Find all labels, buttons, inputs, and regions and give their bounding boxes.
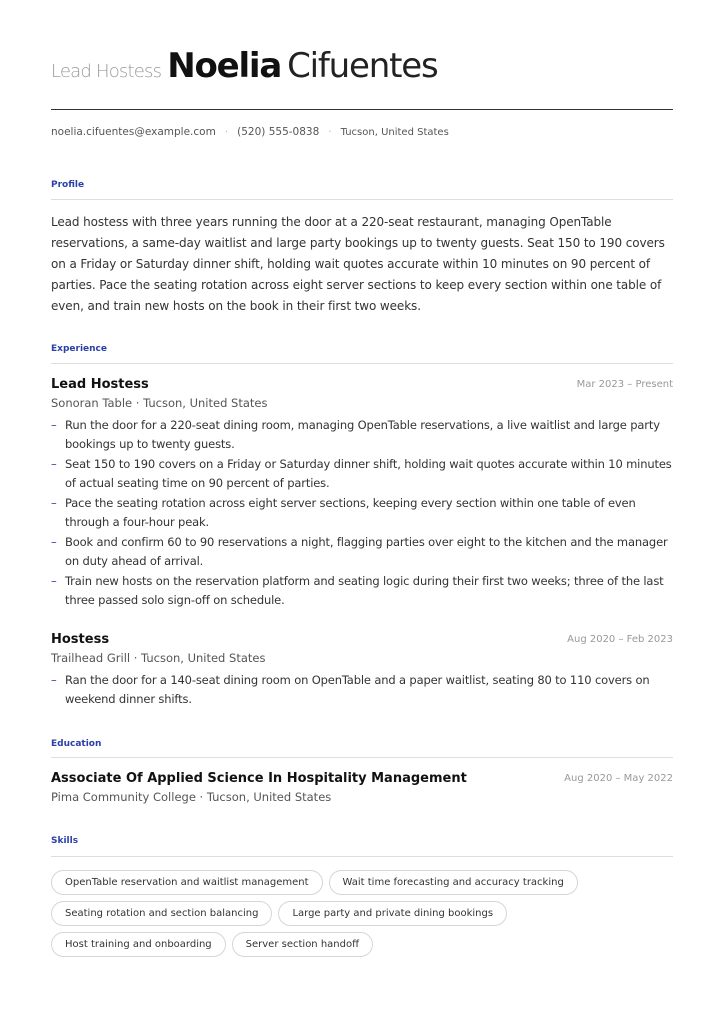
education-degree: Associate Of Applied Science In Hospitality Management [51, 771, 467, 786]
skills-row [51, 870, 673, 895]
contact-line [51, 126, 449, 138]
job-bullet-text: Run the door for a 220-seat dining room, managing OpenTable reservations, a live waitlist and large party bookings up to twenty guests. [65, 418, 660, 451]
job-employer: Sonoran Table · Tucson, United States [51, 396, 268, 410]
header-last-name: Cifuentes [287, 46, 438, 86]
job-title: Lead Hostess [51, 377, 149, 392]
job-bullet [51, 494, 673, 532]
job-bullet-text: Seat 150 to 190 covers on a Friday or Saturday dinner shift, holding wait quotes accurate within 10 minutes of actual seating time on 90 percent of parties. [65, 457, 672, 490]
section-divider [51, 363, 673, 364]
dash-bullet-icon: – [51, 673, 57, 687]
skill-chip: Seating rotation and section balancing [51, 901, 272, 926]
job-bullets [51, 671, 673, 709]
skill-chip: Wait time forecasting and accuracy tracking [329, 870, 578, 895]
header-divider [51, 109, 673, 110]
job-dates: Aug 2020 – Feb 2023 [567, 634, 673, 645]
education-entry [51, 771, 673, 804]
section-title-skills: Skills [51, 836, 79, 846]
section-title-education: Education [51, 739, 102, 749]
section-divider [51, 856, 673, 857]
header-first-name: Noelia [167, 46, 282, 86]
header-role: Lead Hostess [51, 61, 162, 82]
job-entry [51, 632, 673, 710]
job-bullet [51, 416, 673, 454]
skills-list [51, 870, 673, 963]
contact-separator: · [328, 126, 332, 138]
skill-chip: Host training and onboarding [51, 932, 226, 957]
job-bullet [51, 455, 673, 493]
skill-chip: OpenTable reservation and waitlist management [51, 870, 323, 895]
job-bullet [51, 671, 673, 709]
section-title-experience: Experience [51, 344, 107, 354]
dash-bullet-icon: – [51, 418, 57, 432]
job-bullet-text: Pace the seating rotation across eight server sections, keeping every section within one table of even through a four-hour peak. [65, 496, 636, 529]
job-bullets [51, 416, 673, 610]
education-school: Pima Community College · Tucson, United States [51, 790, 332, 804]
job-entry [51, 377, 673, 611]
skill-chip: Server section handoff [232, 932, 373, 957]
dash-bullet-icon: – [51, 574, 57, 588]
job-employer: Trailhead Grill · Tucson, United States [51, 651, 266, 665]
skill-chip: Large party and private dining bookings [278, 901, 507, 926]
job-bullet-text: Ran the door for a 140-seat dining room on OpenTable and a paper waitlist, seating 80 to 110 covers on weekend dinner shifts. [65, 673, 650, 706]
section-divider [51, 199, 673, 200]
skills-row [51, 932, 673, 957]
contact-location: Tucson, United States [340, 127, 449, 138]
job-bullet [51, 572, 673, 610]
contact-separator: · [224, 126, 229, 138]
dash-bullet-icon: – [51, 535, 57, 549]
profile-summary: Lead hostess with three years running the door at a 220-seat restaurant, managing OpenTable reservations, a same-day waitlist and large party bookings up to twenty guests. Seat 150 to 190 covers on a Friday or Saturday dinner shift, holding wait quotes accurate within 10 minutes on 90 percent of parties. Pace the seating rotation across eight server sections to keep every section within one table of even, and train new hosts on the book in their first two weeks. [51, 215, 665, 313]
contact-phone[interactable]: (520) 555-0838 [237, 126, 320, 138]
job-bullet-text: Train new hosts on the reservation platform and seating logic during their first two weeks; three of the last three passed solo sign-off on schedule. [65, 574, 664, 607]
dash-bullet-icon: – [51, 457, 57, 471]
contact-email[interactable]: noelia.cifuentes@example.com [51, 126, 216, 138]
section-divider [51, 757, 673, 758]
job-title: Hostess [51, 632, 110, 647]
resume-header [51, 46, 673, 86]
skills-row [51, 901, 673, 926]
job-bullet-text: Book and confirm 60 to 90 reservations a night, flagging parties over eight to the kitchen and the manager on duty ahead of arrival. [65, 535, 668, 568]
job-bullet [51, 533, 673, 571]
job-dates: Mar 2023 – Present [576, 379, 673, 390]
education-dates: Aug 2020 – May 2022 [564, 773, 673, 784]
dash-bullet-icon: – [51, 496, 57, 510]
section-title-profile: Profile [51, 180, 85, 190]
